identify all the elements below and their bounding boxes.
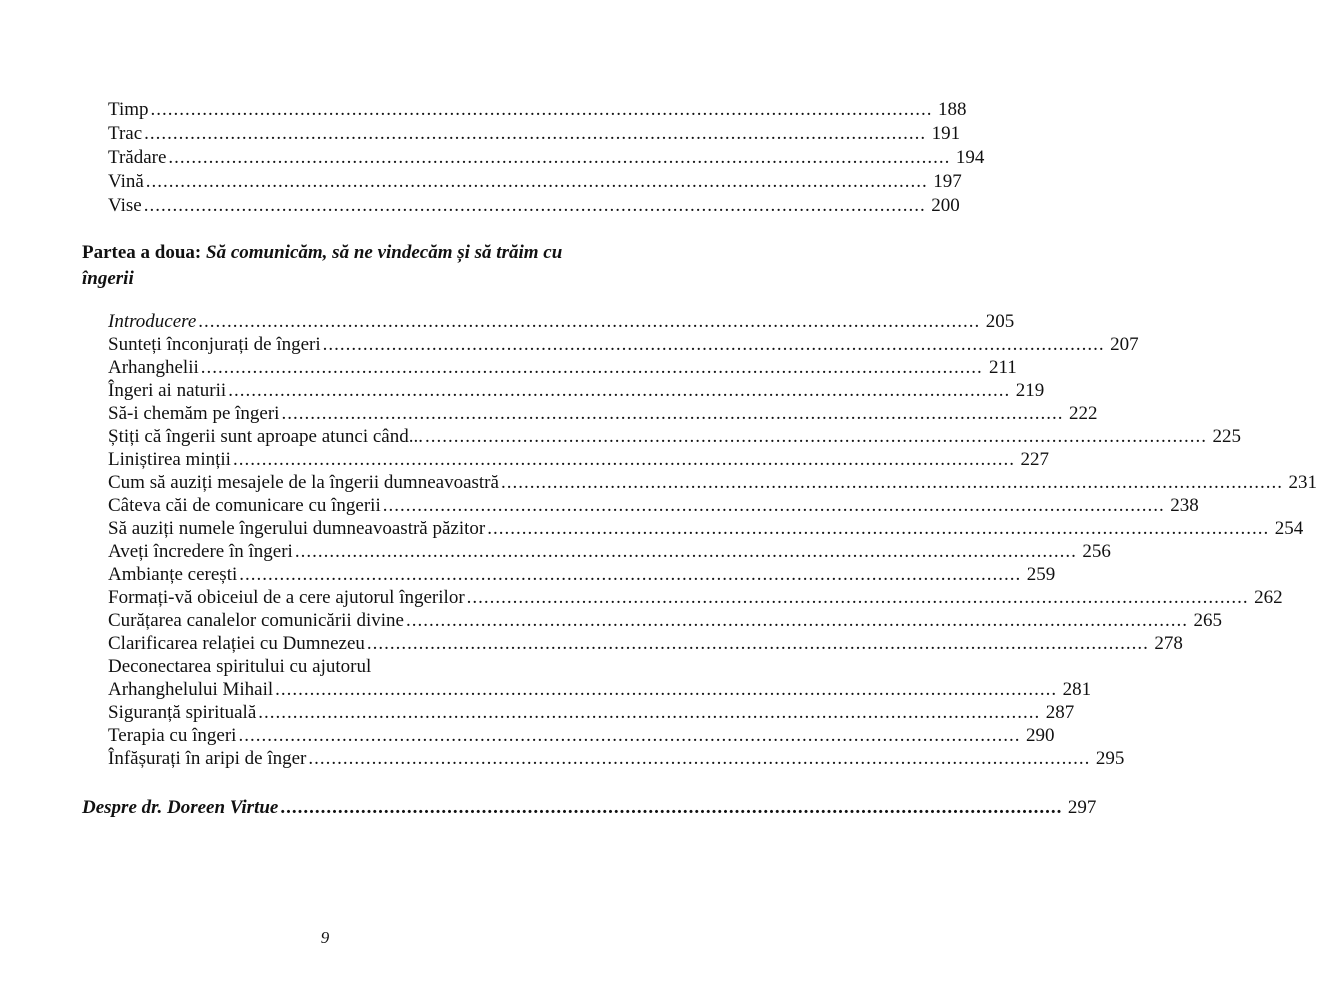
toc-leader-dots: ........................................................................................................................................ <box>228 380 1011 401</box>
toc-entry-page: 297 <box>1067 797 1097 818</box>
toc-entry <box>108 471 1317 495</box>
toc-entry-page: 211 <box>988 357 1017 378</box>
toc-entry-page: 219 <box>1015 380 1045 401</box>
toc-entry-title: Înfășurați în aripi de înger <box>108 748 307 769</box>
toc-leader-dots: ........................................................................................................................................ <box>466 587 1249 608</box>
toc-entry <box>108 194 960 218</box>
toc-entry-title: Clarificarea relației cu Dumnezeu <box>108 633 365 654</box>
toc-entry-page: 287 <box>1045 702 1075 723</box>
toc-entry-title: Cum să auziți mesajele de la îngerii dumneavoastră <box>108 472 499 493</box>
toc-entry-page: 259 <box>1026 564 1056 585</box>
toc-leader-dots: ........................................................................................................................................ <box>238 725 1021 746</box>
part-heading <box>82 240 568 292</box>
toc-entry-title: Vise <box>108 195 142 216</box>
toc-entry <box>108 609 1222 633</box>
toc-leader-dots: ........................................................................................................................................ <box>258 702 1041 723</box>
toc-entry-title: Arhanghelii <box>108 357 199 378</box>
toc-leader-dots: ........................................................................................................................................ <box>500 472 1283 493</box>
toc-entry-page: 191 <box>931 123 961 144</box>
toc-leader-dots: ........................................................................................................................................ <box>200 357 983 378</box>
toc-entry-title: Să-i chemăm pe îngeri <box>108 403 280 424</box>
toc-entry-title: Formați-vă obiceiul de a cere ajutorul îngerilor <box>108 587 465 608</box>
toc-entry-title: Terapia cu îngeri <box>108 725 237 746</box>
toc-entry <box>108 724 1055 748</box>
toc-entry-about-author <box>82 796 1097 820</box>
toc-entry-page: 265 <box>1193 610 1222 631</box>
toc-leader-dots: ........................................................................................................................................ <box>145 171 928 192</box>
toc-entry <box>108 448 1049 472</box>
toc-entry <box>108 425 1241 449</box>
toc-entry-page: 256 <box>1082 541 1111 562</box>
toc-entry-title: Îngeri ai naturii <box>108 380 227 401</box>
toc-entry-page: 194 <box>955 147 985 168</box>
toc-entry-page: 222 <box>1068 403 1098 424</box>
toc-entry-page: 207 <box>1110 334 1139 355</box>
toc-entry-title: Arhanghelului Mihail <box>108 679 274 700</box>
toc-entry-title: Deconectarea spiritului cu ajutorul <box>108 656 372 677</box>
toc-leader-dots: ........................................................................................................................................ <box>280 797 1063 818</box>
toc-entry <box>108 98 967 122</box>
toc-leader-dots: ........................................................................................................................................ <box>487 518 1270 539</box>
page-number: 9 <box>320 928 330 947</box>
toc-leader-dots: ........................................................................................................................................ <box>144 123 927 144</box>
toc-entry-title: Despre dr. Doreen Virtue <box>82 797 279 818</box>
toc-entry-page: 197 <box>933 171 962 192</box>
toc-entry <box>108 632 1183 656</box>
toc-entry-title: Trac <box>108 123 143 144</box>
toc-leader-dots: ........................................................................................................................................ <box>275 679 1058 700</box>
toc-entry <box>108 402 1098 426</box>
toc-leader-dots: ........................................................................................................................................ <box>198 311 981 332</box>
toc-entry-title: Sunteți înconjurați de îngeri <box>108 334 321 355</box>
toc-leader-dots: ........................................................................................................................................ <box>143 195 926 216</box>
toc-leader-dots: ........................................................................................................................................ <box>424 426 1207 447</box>
toc-entry-page: 225 <box>1212 426 1241 447</box>
toc-leader-dots: ........................................................................................................................................ <box>366 633 1149 654</box>
toc-entry <box>108 655 568 679</box>
toc-entry-title: Vină <box>108 171 144 192</box>
toc-entry <box>108 678 1092 702</box>
toc-entry-title: Să auziți numele îngerului dumneavoastră păzitor <box>108 518 486 539</box>
part-title: Să comunicăm, să ne vindecăm și să trăim cu îngerii <box>82 242 563 289</box>
toc-entry-page: 254 <box>1274 518 1304 539</box>
toc-entry-title: Trădare <box>108 147 167 168</box>
toc-entry <box>108 310 1015 334</box>
toc-entry-title: Aveți încredere în îngeri <box>108 541 293 562</box>
toc-leader-dots: ........................................................................................................................................ <box>281 403 1064 424</box>
toc-leader-dots: ........................................................................................................................................ <box>168 147 951 168</box>
toc-entry-page: 231 <box>1288 472 1317 493</box>
toc-entry-title: Ambianțe cerești <box>108 564 238 585</box>
toc-entry-page: 278 <box>1154 633 1183 654</box>
toc-entry <box>108 333 1139 357</box>
toc-entry-title: Introducere <box>108 311 197 332</box>
toc-leader-dots: ........................................................................................................................................ <box>322 334 1105 355</box>
toc-leader-dots: ........................................................................................................................................ <box>239 564 1022 585</box>
toc-entry-title: Curățarea canalelor comunicării divine <box>108 610 404 631</box>
toc-entry-page: 290 <box>1025 725 1055 746</box>
toc-leader-dots: ........................................................................................................................................ <box>405 610 1188 631</box>
toc-leader-dots: ........................................................................................................................................ <box>382 495 1165 516</box>
toc-leader-dots: ........................................................................................................................................ <box>150 99 933 120</box>
toc-entry-title: Liniștirea minții <box>108 449 231 470</box>
toc-entry <box>108 356 1017 380</box>
toc-entry-title: Știți că îngerii sunt aproape atunci când... <box>108 426 423 447</box>
toc-entry-page: 295 <box>1095 748 1125 769</box>
toc-entry-title: Timp <box>108 99 149 120</box>
toc-entry <box>108 747 1125 771</box>
toc-entry <box>108 586 1283 610</box>
toc-entry-title: Siguranță spirituală <box>108 702 257 723</box>
toc-leader-dots: ........................................................................................................................................ <box>308 748 1091 769</box>
toc-entry-page: 188 <box>938 99 967 120</box>
toc-entry-page: 238 <box>1170 495 1199 516</box>
toc-entry-title: Câteva căi de comunicare cu îngerii <box>108 495 381 516</box>
part-label: Partea a doua: <box>82 242 202 263</box>
toc-entry <box>108 494 1199 518</box>
toc-entry-page: 200 <box>931 195 960 216</box>
toc-entry <box>108 122 961 146</box>
toc-entry <box>108 540 1111 564</box>
toc-leader-dots: ........................................................................................................................................ <box>294 541 1077 562</box>
toc-entry-page: 227 <box>1020 449 1049 470</box>
toc-entry-page: 205 <box>985 311 1015 332</box>
toc-entry <box>108 517 1304 541</box>
toc-entry-page: 281 <box>1062 679 1092 700</box>
toc-leader-dots: ........................................................................................................................................ <box>232 449 1015 470</box>
toc-entry <box>108 379 1045 403</box>
toc-entry-page: 262 <box>1254 587 1283 608</box>
toc-entry <box>108 170 962 194</box>
toc-entry <box>108 563 1056 587</box>
toc-entry <box>108 146 985 170</box>
toc-entry <box>108 701 1075 725</box>
